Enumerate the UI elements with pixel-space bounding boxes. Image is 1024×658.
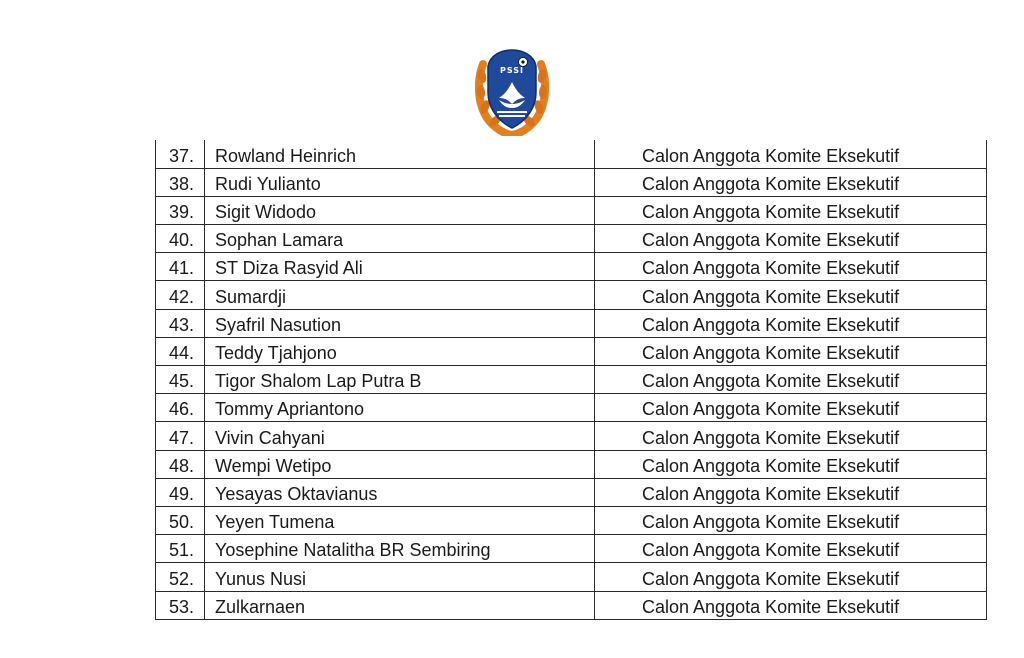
table-row <box>156 225 987 253</box>
candidate-role: Calon Anggota Komite Eksekutif <box>595 309 987 337</box>
candidate-role: Calon Anggota Komite Eksekutif <box>595 394 987 422</box>
table-row <box>156 309 987 337</box>
logo-text: PSSI <box>499 66 524 75</box>
row-number: 38. <box>156 168 205 196</box>
candidate-name: Sophan Lamara <box>205 225 595 253</box>
candidate-name: Zulkarnaen <box>205 591 595 619</box>
candidate-role: Calon Anggota Komite Eksekutif <box>595 535 987 563</box>
candidate-role: Calon Anggota Komite Eksekutif <box>595 450 987 478</box>
candidate-role: Calon Anggota Komite Eksekutif <box>595 591 987 619</box>
candidate-role: Calon Anggota Komite Eksekutif <box>595 506 987 534</box>
row-number: 52. <box>156 563 205 591</box>
table-row <box>156 140 987 168</box>
row-number: 37. <box>156 140 205 168</box>
candidate-role: Calon Anggota Komite Eksekutif <box>595 168 987 196</box>
candidate-role: Calon Anggota Komite Eksekutif <box>595 563 987 591</box>
table-row <box>156 168 987 196</box>
candidate-name: Sigit Widodo <box>205 196 595 224</box>
candidate-role: Calon Anggota Komite Eksekutif <box>595 225 987 253</box>
candidate-role: Calon Anggota Komite Eksekutif <box>595 140 987 168</box>
table-row <box>156 535 987 563</box>
candidate-role: Calon Anggota Komite Eksekutif <box>595 253 987 281</box>
candidate-name: Tigor Shalom Lap Putra B <box>205 366 595 394</box>
table-row <box>156 450 987 478</box>
candidate-name: Teddy Tjahjono <box>205 337 595 365</box>
candidate-role: Calon Anggota Komite Eksekutif <box>595 422 987 450</box>
row-number: 46. <box>156 394 205 422</box>
row-number: 40. <box>156 225 205 253</box>
candidate-name: Sumardji <box>205 281 595 309</box>
table-row <box>156 337 987 365</box>
candidate-name: Yunus Nusi <box>205 563 595 591</box>
candidate-role: Calon Anggota Komite Eksekutif <box>595 366 987 394</box>
row-number: 48. <box>156 450 205 478</box>
table-row <box>156 422 987 450</box>
table-row <box>156 591 987 619</box>
candidate-role: Calon Anggota Komite Eksekutif <box>595 196 987 224</box>
candidate-name: Yesayas Oktavianus <box>205 478 595 506</box>
candidate-table-body <box>156 140 987 619</box>
row-number: 41. <box>156 253 205 281</box>
table-row <box>156 478 987 506</box>
row-number: 43. <box>156 309 205 337</box>
candidate-name: Yeyen Tumena <box>205 506 595 534</box>
candidate-role: Calon Anggota Komite Eksekutif <box>595 478 987 506</box>
row-number: 45. <box>156 366 205 394</box>
row-number: 50. <box>156 506 205 534</box>
candidate-role: Calon Anggota Komite Eksekutif <box>595 281 987 309</box>
candidate-table <box>155 140 987 620</box>
table-row <box>156 394 987 422</box>
pssi-emblem-icon <box>475 46 549 136</box>
table-row <box>156 281 987 309</box>
row-number: 47. <box>156 422 205 450</box>
candidate-name: Tommy Apriantono <box>205 394 595 422</box>
candidate-name: Vivin Cahyani <box>205 422 595 450</box>
candidate-role: Calon Anggota Komite Eksekutif <box>595 337 987 365</box>
table-row <box>156 563 987 591</box>
candidate-name: Rowland Heinrich <box>205 140 595 168</box>
candidate-name: Wempi Wetipo <box>205 450 595 478</box>
candidate-name: Rudi Yulianto <box>205 168 595 196</box>
row-number: 39. <box>156 196 205 224</box>
candidate-name: Syafril Nasution <box>205 309 595 337</box>
row-number: 42. <box>156 281 205 309</box>
candidate-name: ST Diza Rasyid Ali <box>205 253 595 281</box>
table-row <box>156 253 987 281</box>
table-row <box>156 506 987 534</box>
row-number: 44. <box>156 337 205 365</box>
row-number: 51. <box>156 535 205 563</box>
row-number: 53. <box>156 591 205 619</box>
table-row <box>156 366 987 394</box>
candidate-name: Yosephine Natalitha BR Sembiring <box>205 535 595 563</box>
table-row <box>156 196 987 224</box>
row-number: 49. <box>156 478 205 506</box>
